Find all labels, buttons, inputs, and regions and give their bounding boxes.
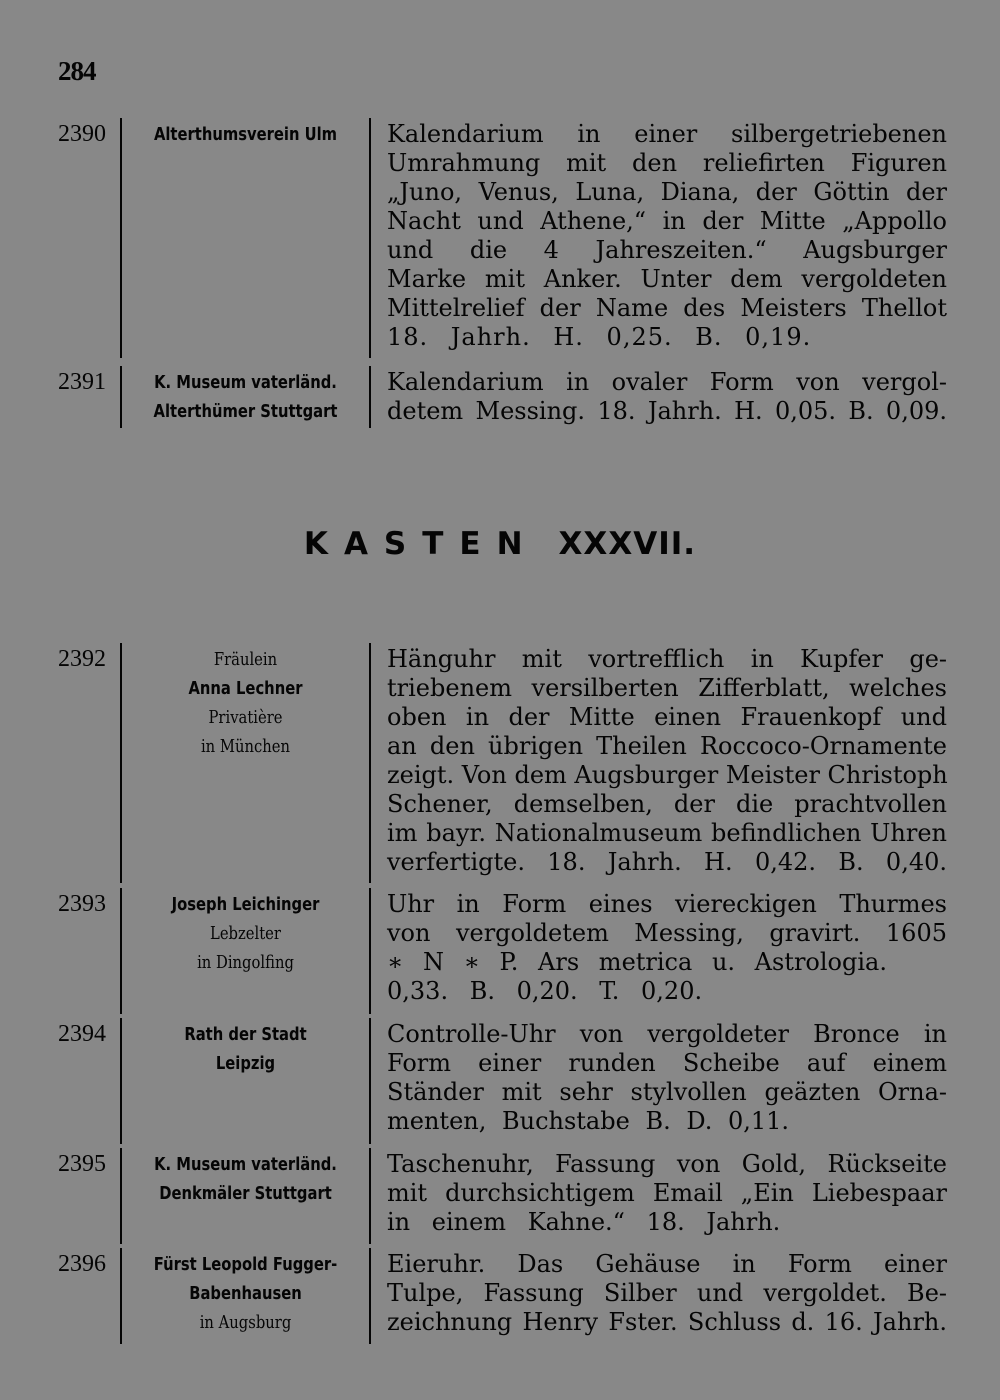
description-line: Mittelrelief der Name des Meisters Thellot [387, 294, 947, 322]
heading-roman-numeral: XXXVII. [558, 526, 697, 562]
column-divider-right [369, 1148, 371, 1244]
description-line: an den übrigen Theilen Roccoco-Ornamente [387, 732, 947, 760]
column-divider-right [369, 888, 371, 1014]
description-line: Tulpe, Fassung Silber und vergoldet. Be- [387, 1279, 947, 1307]
description-line: 0,33. B. 0,20. T. 0,20. [387, 977, 703, 1005]
lender-line: K. Museum vaterländ. [154, 1154, 337, 1175]
description [387, 1250, 947, 1337]
description-line: 18. Jahrh. H. 0,25. B. 0,19. [387, 323, 812, 351]
lender-line: Privatière [208, 707, 283, 728]
description [387, 645, 947, 877]
lender-line: Lebzelter [210, 923, 281, 944]
description-line: Form einer runden Scheibe auf einem [387, 1049, 947, 1077]
lender [146, 120, 345, 149]
description-line: Ständer mit sehr stylvollen geäzten Orna- [387, 1078, 947, 1106]
description-line: von vergoldetem Messing, gravirt. 1605 [387, 919, 947, 947]
description-line: menten, Buchstabe B. D. 0,11. [387, 1107, 790, 1135]
column-divider-left [120, 1018, 122, 1144]
description-line: Nacht und Athene,“ in der Mitte „Appollo [387, 207, 947, 235]
entry-number: 2393 [58, 891, 106, 917]
description-line: triebenem versilberten Zifferblatt, welches [387, 674, 947, 702]
description-line: zeichnung Henry Fster. Schluss d. 16. Jahrh. [387, 1308, 947, 1336]
description-line: Hänguhr mit vortrefflich in Kupfer ge- [387, 645, 947, 673]
lender-line: in München [200, 736, 291, 757]
description-line: und die 4 Jahreszeiten.“ Augsburger [387, 236, 947, 264]
lender-line: Anna Lechner [188, 678, 303, 699]
description-line: in einem Kahne.“ 18. Jahrh. [387, 1208, 781, 1236]
heading-word: KASTEN [303, 526, 539, 562]
lender-line: Fräulein [213, 649, 278, 670]
description [387, 1150, 947, 1237]
column-divider-left [120, 1248, 122, 1344]
column-divider-left [120, 888, 122, 1014]
description [387, 368, 947, 426]
entry-number: 2390 [58, 121, 106, 147]
column-divider-left [120, 643, 122, 883]
description-line: im bayr. Nationalmuseum befindlichen Uhren [387, 819, 947, 847]
description-line: ∗ N ∗ P. Ars metrica u. Astrologia. [387, 948, 887, 976]
description-line: mit durchsichtigem Email „Ein Liebespaar [387, 1179, 947, 1207]
lender [146, 1250, 345, 1337]
lender [146, 890, 345, 977]
description-line: Kalendarium in ovaler Form von vergol- [387, 368, 947, 396]
description-line: verfertigte. 18. Jahrh. H. 0,42. B. 0,40. [387, 848, 947, 876]
column-divider-right [369, 1018, 371, 1144]
lender-line: Alterthümer Stuttgart [153, 401, 338, 422]
column-divider-right [369, 366, 371, 428]
lender-line: Denkmäler Stuttgart [159, 1183, 332, 1204]
description [387, 890, 947, 1006]
description [387, 120, 947, 352]
lender-line: K. Museum vaterländ. [154, 372, 337, 393]
lender-line: Joseph Leichinger [171, 894, 320, 915]
description-line: Controlle-Uhr von vergoldeter Bronce in [387, 1020, 947, 1048]
entry-number: 2395 [58, 1151, 106, 1177]
lender [146, 1020, 345, 1078]
description-line: Eieruhr. Das Gehäuse in Form einer [387, 1250, 947, 1278]
lender-line: in Augsburg [199, 1312, 292, 1333]
description-line: zeigt. Von dem Augsburger Meister Christoph [387, 761, 948, 789]
lender-line: Rath der Stadt [184, 1024, 307, 1045]
entry-number: 2391 [58, 369, 106, 395]
description-line: detem Messing. 18. Jahrh. H. 0,05. B. 0,09. [387, 397, 947, 425]
column-divider-left [120, 1148, 122, 1244]
entry-number: 2392 [58, 646, 106, 672]
description-line: oben in der Mitte einen Frauenkopf und [387, 703, 947, 731]
description-line: Umrahmung mit den reliefirten Figuren [387, 149, 947, 177]
entry-number: 2396 [58, 1251, 106, 1277]
lender-line: Fürst Leopold Fugger- [153, 1254, 338, 1275]
column-divider-right [369, 1248, 371, 1344]
description-line: Marke mit Anker. Unter dem vergoldeten [387, 265, 947, 293]
lender-line: Alterthumsverein Ulm [153, 124, 338, 145]
lender [146, 368, 345, 426]
lender-line: in Dingolfing [197, 952, 294, 973]
column-divider-left [120, 118, 122, 358]
section-heading [0, 526, 1000, 562]
column-divider-right [369, 643, 371, 883]
entry-number: 2394 [58, 1021, 106, 1047]
lender-line: Babenhausen [189, 1283, 302, 1304]
column-divider-left [120, 366, 122, 428]
lender [146, 645, 345, 761]
description-line: Uhr in Form eines viereckigen Thurmes [387, 890, 947, 918]
column-divider-right [369, 118, 371, 358]
lender [146, 1150, 345, 1208]
page-number: 284 [58, 56, 96, 86]
description-line: Kalendarium in einer silbergetriebenen [387, 120, 947, 148]
description [387, 1020, 947, 1136]
lender-line: Leipzig [215, 1053, 276, 1074]
description-line: „Juno, Venus, Luna, Diana, der Göttin der [387, 178, 947, 206]
description-line: Schener, demselben, der die prachtvollen [387, 790, 947, 818]
description-line: Taschenuhr, Fassung von Gold, Rückseite [387, 1150, 947, 1178]
